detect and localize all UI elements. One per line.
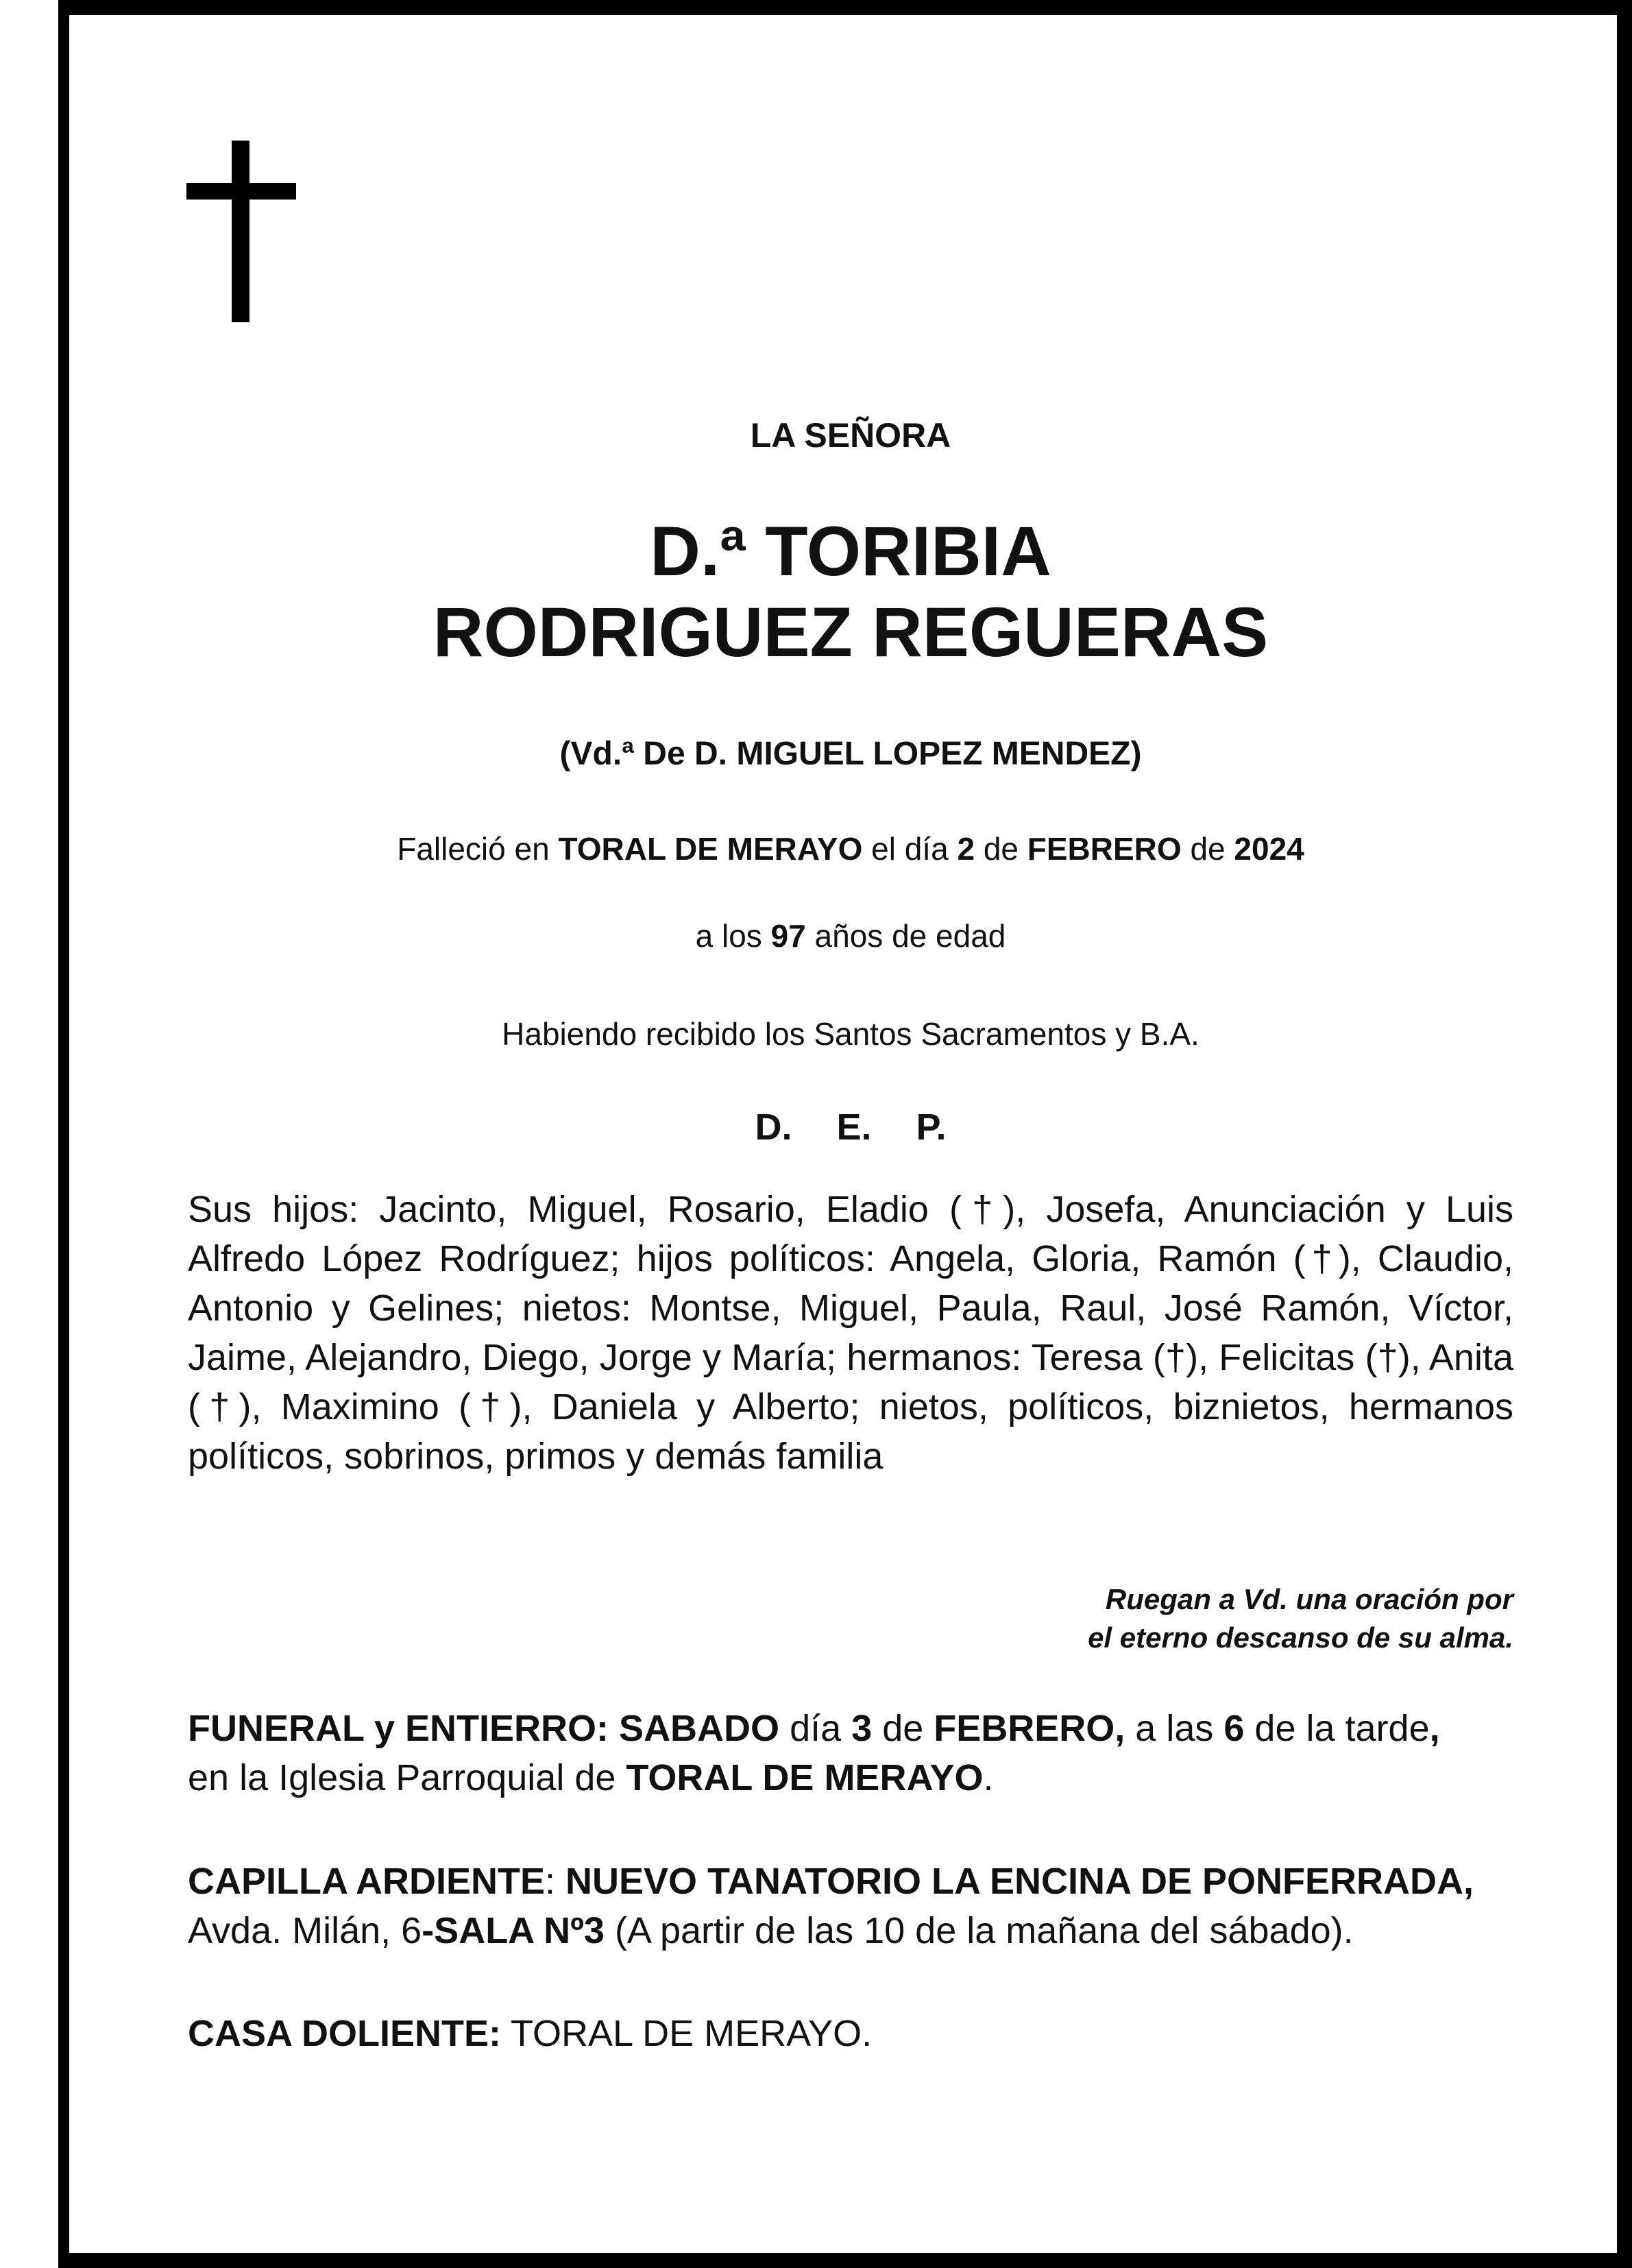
death-place: TORAL DE MERAYO [558,831,863,867]
funeral-comma: , [1429,1708,1440,1749]
funeral-text: de [872,1708,934,1749]
death-text: el día [862,831,958,867]
age-text: a los [695,918,771,954]
chapel-address: Avda. Milán, 6 [188,1910,422,1951]
chapel-label: CAPILLA ARDIENTE [188,1861,545,1902]
funeral-place: TORAL DE MERAYO [626,1757,984,1798]
prayer-line: Ruegan a Vd. una oración por [1105,1583,1513,1615]
funeral-text: en la Iglesia Parroquial de [188,1757,626,1798]
deceased-name [188,511,1513,673]
chapel-info [188,1857,1513,1955]
age-text: años de edad [805,918,1006,954]
funeral-month: FEBRERO, [934,1708,1125,1749]
funeral-text: de la tarde [1244,1708,1430,1749]
age-info [188,917,1513,955]
funeral-hour: 6 [1223,1708,1245,1749]
funeral-weekday: SABADO [619,1708,780,1749]
sacraments-note: Habiendo recibido los Santos Sacramentos y B.A. [502,1016,1199,1052]
home-info [188,2009,1513,2058]
death-text: de [975,831,1027,867]
funeral-text: a las [1125,1708,1224,1749]
death-year: 2024 [1234,831,1304,867]
funeral-text: . [983,1757,994,1798]
funeral-text: día [779,1708,852,1749]
title-prefix: LA SEÑORA [750,416,951,455]
funeral-label: FUNERAL y ENTIERRO: [188,1708,620,1749]
family-list: Sus hijos: Jacinto, Miguel, Rosario, Eladio (†), Josefa, Anunciación y Luis Alfredo López Rodríguez; hijos políticos: Angela, Gloria, Ramón (†), Claudio, Antonio y Gelines; nietos: Montse, Miguel, Paula, Raul, José Ramón, Víctor, Jaime, Alejandro, Diego, Jorge y María; hermanos: Teresa (†), Felicitas (†), Anita (†), Maximino (†), Daniela y Alberto; nietos, políticos, biznietos, hermanos políticos, sobrinos, primos y demás familia [188,1189,1513,1477]
death-info [188,830,1513,868]
death-month: FEBRERO [1027,831,1182,867]
death-text: de [1181,831,1234,867]
death-text: Falleció en [397,831,559,867]
prayer-request [188,1580,1513,1657]
home-place: TORAL DE MERAYO. [501,2013,873,2054]
deceased-name-line1: D.ª TORIBIA [650,512,1051,590]
deceased-name-line2: RODRIGUEZ REGUERAS [433,593,1269,671]
chapel-venue: NUEVO TANATORIO LA ENCINA DE PONFERRADA, [565,1861,1474,1902]
widow-of: (Vd.ª De D. MIGUEL LOPEZ MENDEZ) [559,736,1142,772]
funeral-info [188,1704,1513,1802]
chapel-colon: : [545,1861,566,1902]
dep-initials: D. E. P. [755,1107,947,1148]
funeral-day: 3 [851,1708,873,1749]
death-day: 2 [957,831,975,867]
home-label: CASA DOLIENTE: [188,2013,501,2054]
age-years: 97 [770,918,806,954]
chapel-hours: (A partir de las 10 de la mañana del sábado). [604,1910,1354,1951]
prayer-line: el eterno descanso de su alma. [1088,1621,1513,1654]
chapel-room: -SALA Nº3 [422,1910,605,1951]
cross-icon [186,141,296,322]
